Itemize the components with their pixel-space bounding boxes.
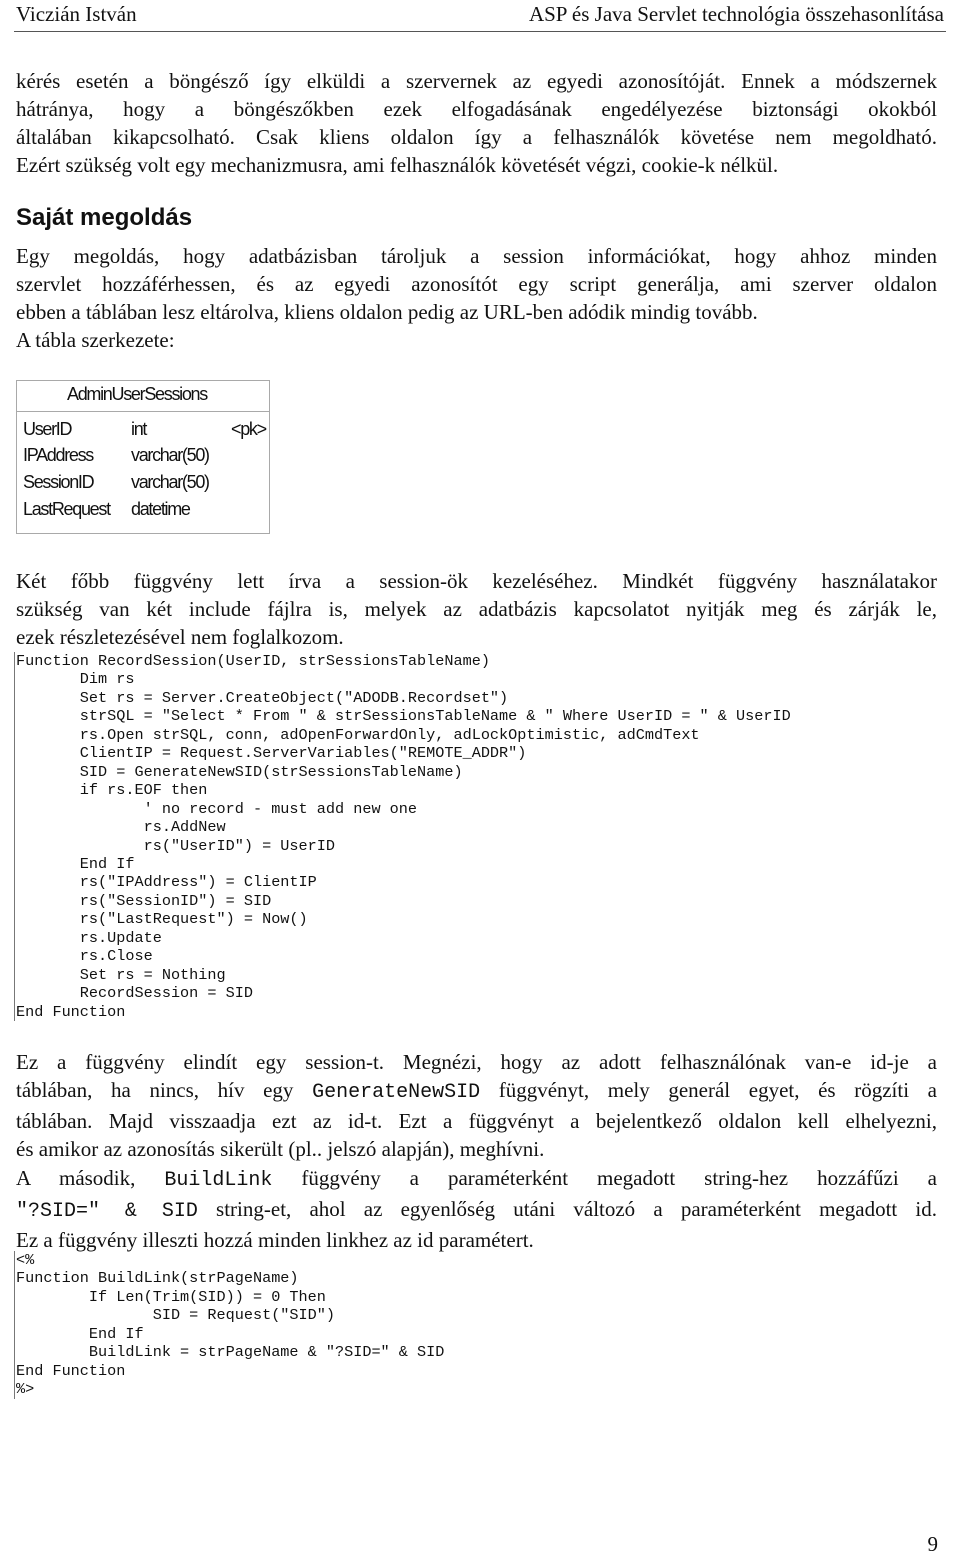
- text-line: hátránya, hogy a böngészőkben ezek elfogadásának engedélyezése biztonsági okokból: [16, 97, 937, 121]
- functions-paragraph: [16, 567, 937, 651]
- text-line: [16, 1164, 937, 1195]
- db-table-diagram: [16, 380, 270, 534]
- header-author: Viczián István: [16, 2, 137, 26]
- db-table-row: [17, 499, 269, 525]
- text-line: A tábla szerkezete:: [16, 328, 175, 352]
- inline-code: GenerateNewSID: [312, 1081, 481, 1104]
- db-field-type: varchar(50): [131, 472, 209, 492]
- db-field-type: datetime: [131, 499, 190, 519]
- text-line: Két főbb függvény lett írva a session-ök kezeléséhez. Mindkét függvény használatakor: [16, 569, 937, 593]
- code-record-session: Function RecordSession(UserID, strSessionsTableName) Dim rs Set rs = Server.CreateObject("ADODB.Recordset") strSQL = "Select * From " & strSessionsTableName & " Where UserID = " & UserID rs.Open strSQL, conn, adOpenForwardOnly, adLockOptimistic, adCmdText ClientIP = Request.ServerVariables("REMOTE_ADDR") SID = GenerateNewSID(strSessionsTableName) if rs.EOF then ' no record - must add new one rs.AddNew rs("UserID") = UserID End If rs("IPAddress") = ClientIP rs("SessionID") = SID rs("LastRequest") = Now() rs.Update rs.Close Set rs = Nothing RecordSession = SID End Function: [16, 652, 791, 1021]
- text-line: Ez a függvény illeszti hozzá minden linkhez az id paramétert.: [16, 1228, 534, 1252]
- db-table-header: [17, 381, 269, 412]
- db-table-row: [17, 419, 269, 445]
- explain-paragraph-2: [16, 1164, 937, 1254]
- db-field-name: UserID: [23, 419, 72, 439]
- section-paragraph: [16, 242, 937, 354]
- db-field-name: SessionID: [23, 472, 94, 492]
- db-field-type: varchar(50): [131, 445, 209, 465]
- text-line: [16, 1076, 937, 1107]
- intro-paragraph: [16, 67, 937, 179]
- page-header: [16, 0, 944, 30]
- db-table-row: [17, 445, 269, 471]
- text-run: függvényt, mely generál egyet, és rögzíti a: [480, 1078, 937, 1102]
- header-rule: [14, 31, 946, 32]
- db-table-name: AdminUserSessions: [67, 384, 207, 404]
- text-line: táblában. Majd visszaadja ezt az id-t. Ezt a függvényt a bejelentkező oldalon kell elhelyezni,: [16, 1109, 937, 1133]
- header-title: ASP és Java Servlet technológia összehasonlítása: [528, 2, 944, 26]
- inline-code: BuildLink: [164, 1169, 273, 1192]
- db-field-type: int: [131, 419, 147, 439]
- inline-code: "?SID=" & SID: [16, 1200, 198, 1223]
- explain-paragraph-1: [16, 1048, 937, 1163]
- db-table-row: [17, 472, 269, 498]
- db-field-name: LastRequest: [23, 499, 110, 519]
- text-line: Ezért szükség volt egy mechanizmusra, ami felhasználók követését végzi, cookie-k nélkül.: [16, 153, 779, 177]
- text-line: ezek részletezésével nem foglalkozom.: [16, 625, 344, 649]
- text-run: A második,: [16, 1166, 165, 1190]
- page-number: 9: [927, 1532, 938, 1556]
- text-line: és amikor az azonosítás sikerült (pl.. jelszó alapján), meghívni.: [16, 1137, 545, 1161]
- code-build-link: <% Function BuildLink(strPageName) If Len(Trim(SID)) = 0 Then SID = Request("SID") End If BuildLink = strPageName & "?SID=" & SID End Function %>: [16, 1251, 445, 1399]
- text-line: kérés esetén a böngésző így elküldi a szervernek az egyedi azonosítóját. Ennek a módszernek: [16, 69, 937, 93]
- text-line: szervlet hozzáférhessen, és az egyedi azonosítót egy script generálja, ami szerver oldalon: [16, 272, 937, 296]
- text-run: táblában, ha nincs, hív egy: [16, 1078, 313, 1102]
- text-line: szükség van két include fájlra is, melyek az adatbázis kapcsolatot nyitják meg és zárják le,: [16, 597, 937, 621]
- text-run: függvény a paraméterként megadott string-hez hozzáfűzi a: [272, 1166, 937, 1190]
- db-field-name: IPAddress: [23, 445, 94, 465]
- section-heading: Saját megoldás: [16, 204, 193, 231]
- text-line: ebben a táblában lesz eltárolva, kliens oldalon pedig az URL-ben adódik mindig tovább.: [16, 300, 758, 324]
- db-field-key: <pk>: [231, 419, 266, 439]
- text-line: Egy megoldás, hogy adatbázisban tároljuk a session információkat, hogy ahhoz minden: [16, 244, 937, 268]
- text-line: általában kikapcsolható. Csak kliens oldalon így a felhasználók követése nem megoldható.: [16, 125, 937, 149]
- text-line: [16, 1195, 937, 1226]
- text-line: Ez a függvény elindít egy session-t. Megnézi, hogy az adott felhasználónak van-e id-je a: [16, 1050, 937, 1074]
- text-run: string-et, ahol az egyenlőség utáni változó a paraméterként megadott id.: [197, 1197, 937, 1221]
